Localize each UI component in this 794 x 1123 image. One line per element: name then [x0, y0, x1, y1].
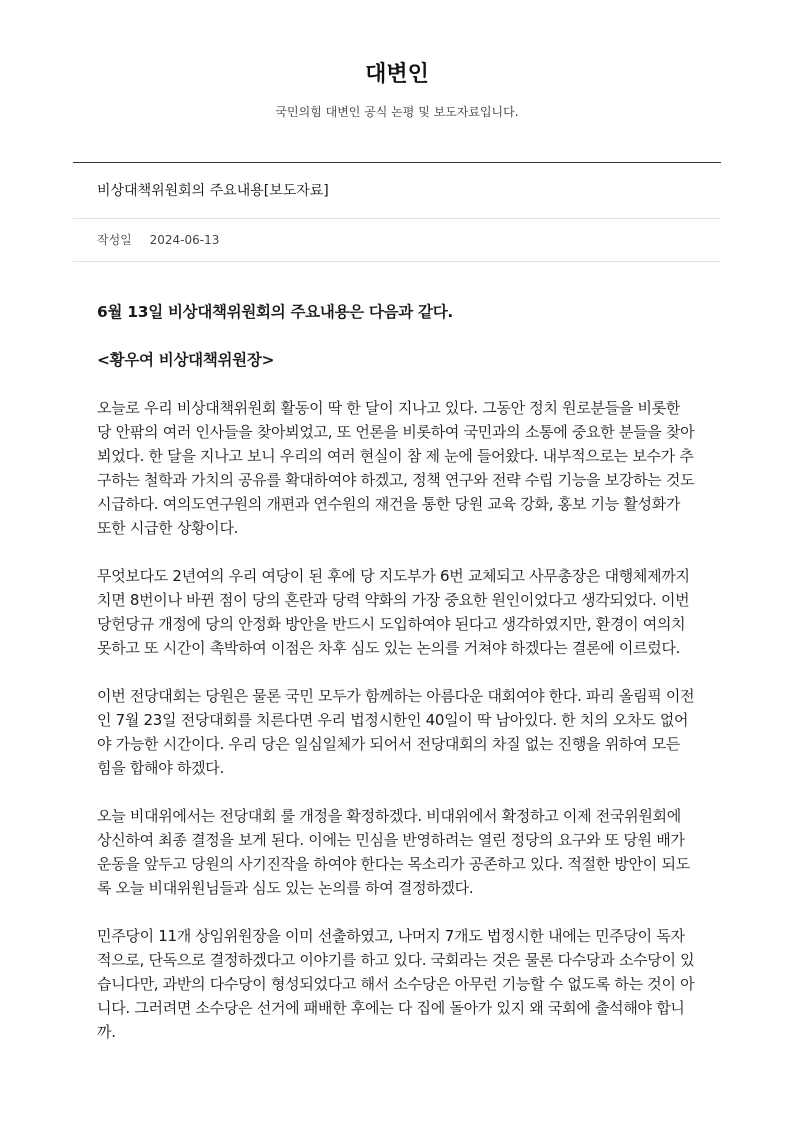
meta-divider: [73, 261, 721, 262]
body-paragraph: 오늘 비대위에서는 전당대회 룰 개정을 확정하겠다. 비대위에서 확정하고 이제 전국위원회에 상신하여 최종 결정을 보게 된다. 이에는 민심을 반영하려는 열린 정당의 요구와 또 당원 배가운동을 앞두고 당원의 사기진작을 하여야 한다는 목소리가 공존하고 있다. 적절한 방안이 되도록 오늘 비대위원님들과 심도 있는 논의를 하여 결정하겠다.: [97, 807, 690, 897]
post-title: 비상대책위원회의 주요내용[보도자료]: [97, 183, 329, 199]
date-label: 작성일: [97, 233, 132, 247]
lead-sentence: 6월 13일 비상대책위원회의 주요내용은 다음과 같다.: [97, 303, 453, 321]
title-divider: [73, 218, 721, 219]
post-date: 2024-06-13: [149, 233, 220, 247]
body-paragraph: 오늘로 우리 비상대책위원회 활동이 딱 한 달이 지나고 있다. 그동안 정치 원로분들을 비롯한 당 안팎의 여러 인사들을 찾아뵈었고, 또 언론을 비롯하여 국민과의 소통에 중요한 분들을 찾아뵈었다. 한 달을 지나고 보니 우리의 여러 현실이 참 제 눈에 들어왔다. 내부적으로는 보수가 추구하는 철학과 가치의 공유를 확대하여야 하겠고, 정책 연구와 전략 수립 기능을 보강하는 것도 시급하다. 여의도연구원의 개편과 연수원의 재건을 통한 당원 교육 강화, 홍보 기능 활성화가 또한 시급한 상황이다.: [97, 399, 695, 537]
body-paragraph: 민주당이 11개 상임위원장을 이미 선출하였고, 나머지 7개도 법정시한 내에는 민주당이 독자적으로, 단독으로 결정하겠다고 이야기를 하고 있다. 국회라는 것은 물론 다수당과 소수당이 있습니다만, 과반의 다수당이 형성되었다고 해서 소수당은 아무런 기능할 수 없도록 하는 것이 아니다. 그러려면 소수당은 선거에 패배한 후에는 다 집에 돌아가 있지 왜 국회에 출석해야 합니까.: [97, 927, 695, 1041]
header-divider: [73, 162, 721, 163]
post-body: [97, 300, 697, 1068]
post-meta: [97, 231, 219, 249]
body-paragraph: 무엇보다도 2년여의 우리 여당이 된 후에 당 지도부가 6번 교체되고 사무총장은 대행체제까지 치면 8번이나 바뀐 점이 당의 혼란과 당력 약화의 가장 중요한 원인이었다고 생각되었다. 이번 당헌당규 개정에 당의 안정화 방안을 반드시 도입하여야 된다고 생각하였지만, 환경이 여의치 못하고 또 시간이 촉박하여 이점은 차후 심도 있는 논의를 거쳐야 하겠다는 결론에 이르렀다.: [97, 567, 690, 657]
site-title[interactable]: 대변인: [365, 62, 429, 87]
body-paragraph: 이번 전당대회는 당원은 물론 국민 모두가 함께하는 아름다운 대회여야 한다. 파리 올림픽 이전인 7월 23일 전당대회를 치른다면 우리 법정시한인 40일이 딱 남아있다. 한 치의 오차도 없어야 가능한 시간이다. 우리 당은 일심일체가 되어서 전당대회의 차질 없는 진행을 위하여 모든 힘을 합해야 하겠다.: [97, 687, 695, 777]
site-description: 국민의힘 대변인 공식 논평 및 보도자료입니다.: [275, 105, 519, 119]
speaker-heading: <황우여 비상대책위원장>: [97, 351, 275, 369]
